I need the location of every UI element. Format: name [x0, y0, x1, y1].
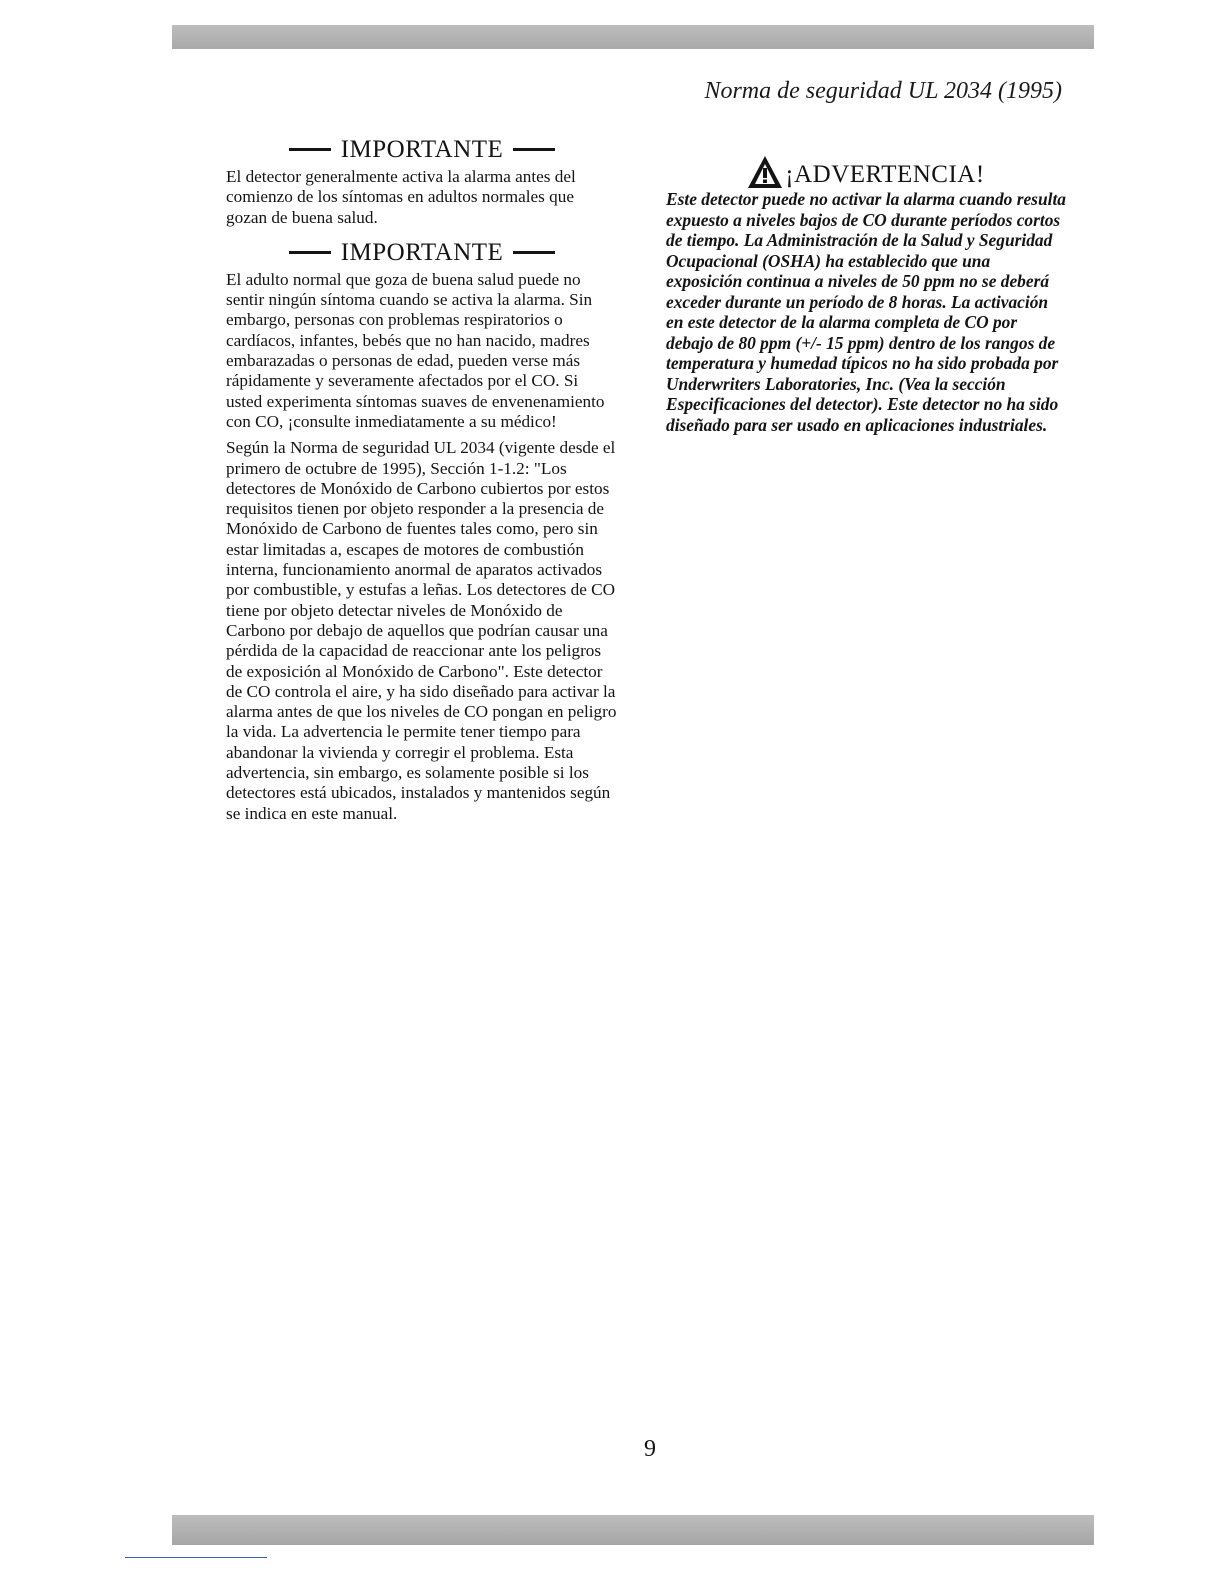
- warning-header: [666, 133, 1066, 189]
- bottom-rule: [125, 1557, 267, 1558]
- heading-dash-left: [289, 148, 331, 151]
- heading-dash-right: [513, 148, 555, 151]
- page-header-title: Norma de seguridad UL 2034 (1995): [704, 78, 1062, 104]
- warning-paragraph: Este detector puede no activar la alarma cuando resulta expuesto a niveles bajos de CO durante períodos cortos de tiempo. La Administración de la Salud y Seguridad Ocupacional (OSHA) ha establecido que una exposición continua a niveles de 50 ppm no se deberá exceder durante un período de 8 horas. La activación en este detector de la alarma completa de CO por debajo de 80 ppm (+/- 15 ppm) dentro de los rangos de temperatura y humedad típicos no ha sido probada por Underwriters Laboratories, Inc. (Vea la sección Especificaciones del detector). Este detector no ha sido diseñado para ser usado en aplicaciones industriales.: [666, 189, 1066, 435]
- importante-heading-1: [226, 135, 618, 165]
- warning-triangle-icon: [747, 155, 785, 189]
- warning-heading: ¡ADVERTENCIA!: [785, 161, 985, 188]
- ul-standard-paragraph: Según la Norma de seguridad UL 2034 (vigente desde el primero de octubre de 1995), Sección 1-1.2: "Los detectores de Monóxido de Carbono cubiertos por estos requisitos tienen por objeto responder a la presencia de Monóxido de Carbono de fuentes tales como, pero sin estar limitadas a, escapes de motores de combustión interna, funcionamiento anormal de aparatos activados por combustible, y estufas a leñas. Los detectores de CO tiene por objeto detectar niveles de Monóxido de Carbono por debajo de aquellos que podrían causar una pérdida de la capacidad de reaccionar ante los peligros de exposición al Monóxido de Carbono". Este detector de CO controla el aire, y ha sido diseñado para activar la alarma antes de que los niveles de CO pongan en peligro la vida. La advertencia le permite tener tiempo para abandonar la vivienda y corregir el problema. Esta advertencia, sin embargo, es solamente posible si los detectores está ubicados, instalados y mantenidos según se indica en este manual.: [226, 438, 617, 823]
- top-decorative-band: [172, 25, 1094, 49]
- heading-dash-left: [289, 251, 331, 254]
- right-column: [666, 133, 1066, 435]
- bottom-decorative-band: [172, 1515, 1094, 1545]
- importante-paragraph-1: El detector generalmente activa la alarma antes del comienzo de los síntomas en adultos normales que gozan de buena salud.: [226, 167, 576, 227]
- importante-paragraph-2: El adulto normal que goza de buena salud puede no sentir ningún síntoma cuando se activa la alarma. Sin embargo, personas con problemas respiratorios o cardíacos, infantes, bebés que no han nacido, madres embarazadas o personas de edad, pueden verse más rápidamente y severamente afectados por el CO. Si usted experimenta síntomas suaves de envenenamiento con CO, ¡consulte inmediatamente a su médico!: [226, 269, 605, 431]
- importante-heading-2: [226, 238, 618, 268]
- left-column: [226, 135, 618, 834]
- page-number: 9: [644, 1436, 656, 1462]
- heading-dash-right: [513, 251, 555, 254]
- importante-heading-2-label: IMPORTANTE: [340, 238, 504, 266]
- importante-heading-1-label: IMPORTANTE: [340, 136, 504, 163]
